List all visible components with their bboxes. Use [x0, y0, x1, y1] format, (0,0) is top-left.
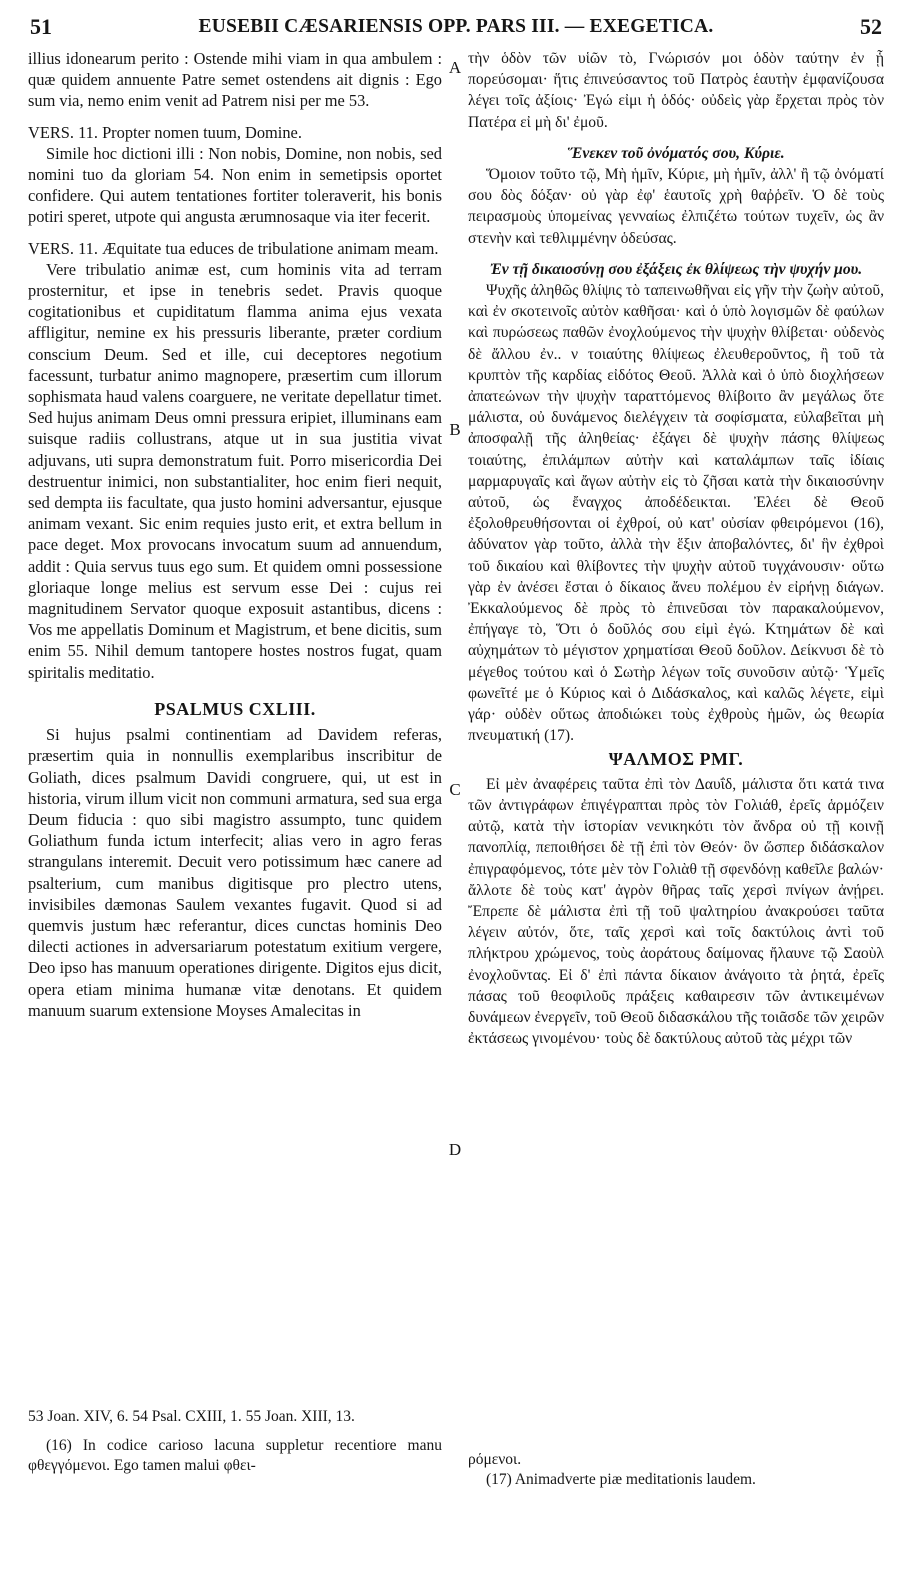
latin-verse-11: VERS. 11. Propter nomen tuum, Domine.	[28, 122, 302, 142]
latin-column	[28, 48, 442, 1021]
scripture-references: 53 Joan. XIV, 6. 54 Psal. CXIII, 1. 55 Joan. XIII, 13.	[28, 1408, 355, 1425]
greek-paragraph-3: Ψυχῆς ἀληθῶς θλίψις τὸ ταπεινωθῆναι εἰς γῆν τὴν ζωὴν αὐτοῦ, καὶ ἐν σκοτεινοῖς αὐτὸν καθῆσαι· καὶ ὁ ὑπὸ λογισμῶν δὲ φαύλων καὶ πυρώσεως παθῶν ἐνοχλούμενος τὴν ψυχὴν θλίβεται· οὐδενὸς δὲ ἄλλου ἐν.. ν τοιαύτης θλίψεως ἐλευθεροῦντος, ἢ τοῦ τὰ κρυπτὸν τῆς καρδίας εἰδότος Θεοῦ. Ἀλλὰ καὶ ὁ ὑπὸ διοχλήσεων ἀπατεώνων τὴν ψυχὴν ταραττόμενος θλίβοιτο ἂν μεγάλως ὅτε μάλιστα, οὐ δυνάμενος διελέγχειν τὰ σοφίσματα, εὐλαβεῖται μὴ ἀποσφαλῇ τῆς ἀληθείας· ἐξάγει δὲ ψυχὴν πάσης θλίψεως τοιαύτης, ἐπιλάμπων αὐτὴν καὶ καταλάμπων ταῖς ἰδίαις μαρμαρυγαῖς καὶ ἄγων αὐτὴν εἰς τὸ ζῆσαι κατὰ τὴν δικαιοσύνην αὐτοῦ, ὡς ἔναγχος ἀποδέδεικται. Ἐλέει δὲ Θεοῦ ἐξολοθρευθήσονται οἱ ἐχθροί, οὐ κατ' οὐσίαν φθειρόμενοι (16), ἀδύνατον γὰρ τοῦτο, ἀλλὰ τὴν ἕξιν ἀποβαλόντες, δι' ἣν ἐχθροὶ τοῦ δικαίου καὶ θλίβοντες τὴν ψυχὴν αὐτοῦ τυγχάνουσιν· οὕτω γὰρ ἐν ἀνέσει ἔσται ὁ δίκαιος ἄνευ πολέμου ἐν εἰρήνῃ διάγων. Ἐκκαλούμενος δὲ πρὸς τὸ ἐπινεῦσαι τὸν παρακαλούμενον, ἐπήγαγε τὸ, Ὅτι ὁ δοῦλός σου εἰμὶ ἐγώ. Κτημάτων δὲ καὶ αὐχημάτων τὸ μέγιστον χρηματίσαι Θεοῦ δοῦλον. Δείκνυσι δὲ τὸ μέγεθος τούτου καὶ ὁ Σωτὴρ λέγων τοῖς συνοῦσιν αὐτῷ· Ὑμεῖς φωνεῖτέ με ὁ Κύριος καὶ ὁ Διδάσκαλος, καὶ καλῶς λέγετε, εἰμὶ γάρ· οὐδὲν οὕτως ἀποδιώκει τοὺς ἐχθροὺς ἡμῶν, ὡς θεωρία πνευματική (17).	[468, 282, 884, 745]
greek-verse-11b: Ἐν τῇ δικαιοσύνῃ σου ἐξάξεις ἐκ θλίψεως τὴν ψυχήν μου.	[489, 260, 863, 278]
greek-paragraph-1: τὴν ὁδὸν τῶν υἱῶν τὸ, Γνώρισόν μοι ὁδὸν ταύτην ἐν ᾗ πορεύσομαι· ἥτις ἐπινεύσαντος τοῦ Πατρὸς ἑαυτὴν ἐμφανίζουσα λέγει τοῖς ἀξίοις· Ἐγώ εἰμι ἡ ὁδός· οὐδεὶς γὰρ ἔρχεται πρὸς τὸν Πατέρα εἰ μὴ δι' ἐμοῦ.	[468, 50, 884, 131]
latin-paragraph-1: illius idonearum perito : Ostende mihi viam in qua ambulem : quæ quidem annuente Patre semet ostendens ait dignis : Ego sum via, nemo enim venit ad Patrem nisi per me 53.	[28, 49, 442, 111]
latin-verse-11b: VERS. 11. Æquitate tua educes de tribulatione animam meam.	[28, 238, 439, 258]
page-number-right: 52	[860, 14, 882, 39]
latin-paragraph-3: Vere tribulatio animæ est, cum hominis vita ad terram prosternitur, et ipse in tenebris sedet. Pravis quoque cogitationibus et cupiditatum flamma anima ejus vexata affligitur, nemine ex his pressuris liberante, præter cordium conscium Deum. Sed et ille, cui deceptores negotium facessunt, turbatur animo magnopere, præsertim cum illorum sophismata haud valens coarguere, ne veritate depellatur timet. Sed hujus animam Deus omni pressura eripiet, illuminans eam suisque radiis collustrans, atque ut in sua justitia vivat adjuvans, uti supra demonstratum fuit. Porro misericordia Dei destruentur inimici, non substantialiter, hoc enim fieri nequit, sed dempta iis facultate, qua justo homini adversantur, ejusque animam vexant. Sic enim requies justo erit, et extra bellum in pace deget. Mox provocans invocatum suum ad annuendum, addit : Quia servus tuus ego sum. Et quidem omni possessione gloriaque longe melius est servum esse Dei : cujus rei magnitudinem Servator quoque exposuit astantibus, dicens : Vos me appellatis Dominum et Magistrum, et bene dicitis, sum enim 55. Nihil demum tantopere hostes nostros fugat, quam spiritalis meditatio.	[28, 259, 442, 682]
greek-paragraph-2: Ὅμοιον τοῦτο τῷ, Μὴ ἡμῖν, Κύριε, μὴ ἡμῖν, ἀλλ' ἢ τῷ ὀνόματί σου δὸς δόξαν· οὐ γὰρ ἐφ' ἑαυτοῖς χρὴ θαῤῥεῖν. Ὁ δὲ τοὺς πειρασμοὺς ὑπομείνας γενναίως ἐλπιζέτω τούτων τυχεῖν, ὡς ἂν στενὴν καὶ τεθλιμμένην ὁδεύσας.	[468, 166, 884, 247]
latin-psalm-title: PSALMUS CXLIII.	[154, 698, 316, 719]
notes-right	[468, 1450, 884, 1490]
margin-letter-d: D	[448, 1140, 462, 1159]
note-16-text: (16) In codice carioso lacuna suppletur recentiore manu φθεγγόμενοι. Ego tamen malui φθει-	[28, 1437, 442, 1474]
greek-paragraph-4: Εἰ μὲν ἀναφέρεις ταῦτα ἐπὶ τὸν Δαυΐδ, μάλιστα ὅτι κατά τινα τῶν ἀντιγράφων ἐπιγέγραπται πρὸς τὸν Γολιάθ, ἐρεῖς ἁρμόζειν αὐτῷ, κατὰ τὴν ἱστορίαν νενικηκότι τὸν ἄνδρα οὐ τῇ κοινῇ πανοπλίᾳ, πεποιθήσει δὲ τῇ ἐπὶ τὸν Θεόν· ὃν ὥσπερ διδάσκαλον ἐπιγραφόμενος, τότε μὲν τὸν Γολιὰθ τῇ σφενδόνῃ καθεῖλε βαλών· ἄλλοτε δὲ τοὺς κατ' ἀγρὸν θῆρας ταῖς χερσὶ πνίγων ἀνῄρει. Ἔπρεπε δὲ μάλιστα ἐπὶ τῇ τοῦ ψαλτηρίου ἀνακρούσει ταῦτα λέγειν αὐτόν, ὅτε, ταῖς χερσὶ καὶ τοῖς δακτύλοις ἀντὶ τοῦ πλήκτρου χρώμενος, τοὺς ἀοράτους δαίμονας ἤλαυνε τῷ Σαοὺλ ἐνοχλοῦντας. Εἰ δ' ἐπὶ πάντα δίκαιον ἀνάγοιτο τὰ ῥητά, ἐρεῖς πάσας τοῦ θεοφιλοῦς πράξεις καθαιρεσιν τῶν ἀντικειμένων δυνάμεων ἐνεργεῖν, τοῦ Θεοῦ διδασκάλου τῆς τοιᾶσδε τῶν χειρῶν ἐκτάσεως γινομένου· τοὺς δὲ δακτύλους αὐτοῦ τὰς μέχρι τῶν	[468, 775, 884, 1048]
margin-letter-b: B	[449, 420, 461, 439]
margin-letter-c: C	[449, 780, 461, 799]
greek-psalm-title: ΨΑΛΜΟΣ ΡΜΓ.	[608, 748, 744, 769]
greek-verse-11: Ἕνεκεν τοῦ ὀνόματός σου, Κύριε.	[567, 144, 785, 162]
running-title: EUSEBII CÆSARIENSIS OPP. PARS III. — EXEGETICA.	[198, 16, 714, 37]
note-16	[28, 1436, 442, 1476]
margin-letter-a: A	[448, 58, 462, 77]
page-header	[30, 14, 882, 44]
page-number-left: 51	[30, 14, 52, 39]
latin-paragraph-2: Simile hoc dictioni illi : Non nobis, Domine, non nobis, sed nomini tuo da gloriam 54. Non enim in semetipsis oportet confidere. Qui autem tentationes fortiter toleraverit, his bonis potiri speret, utpote qui angusta ærumnosaque via iter fecerit.	[28, 143, 442, 227]
note-16-continuation: ρόμενοι.	[468, 1451, 522, 1468]
latin-paragraph-4: Si hujus psalmi continentiam ad Davidem referas, præsertim quia in nonnullis exemplaribus inscribitur de Goliath, dices psalmum Davidi congruere, qui, ut est in historia, virum illum vicit non communi armatura, sed sua erga Deum fiducia : quo sibi magistro assumpto, tunc quidem Goliathum funda ictum interfecit; alias vero in agro feras strangulans interemit. Decuit vero potissimum hæc canere ad psalterium, cum manibus digitisque pro plectro utens, invisibiles dæmonas Saulem vexantes fugavit. Quod si ad quemvis justum hæc referantur, dices cunctas hominis Deo dilecti actiones in adversariarum potestatum exitium vergere, Deo ipso has manuum operationes dirigente. Digitos ejus dicit, opera etiam minima humanæ vitæ denotans. Et quidem manuum suarum extensione Moyses Amalecitas in	[28, 725, 442, 1020]
note-17-text: (17) Animadverte piæ meditationis laudem.	[486, 1471, 756, 1488]
greek-column	[468, 48, 884, 1049]
